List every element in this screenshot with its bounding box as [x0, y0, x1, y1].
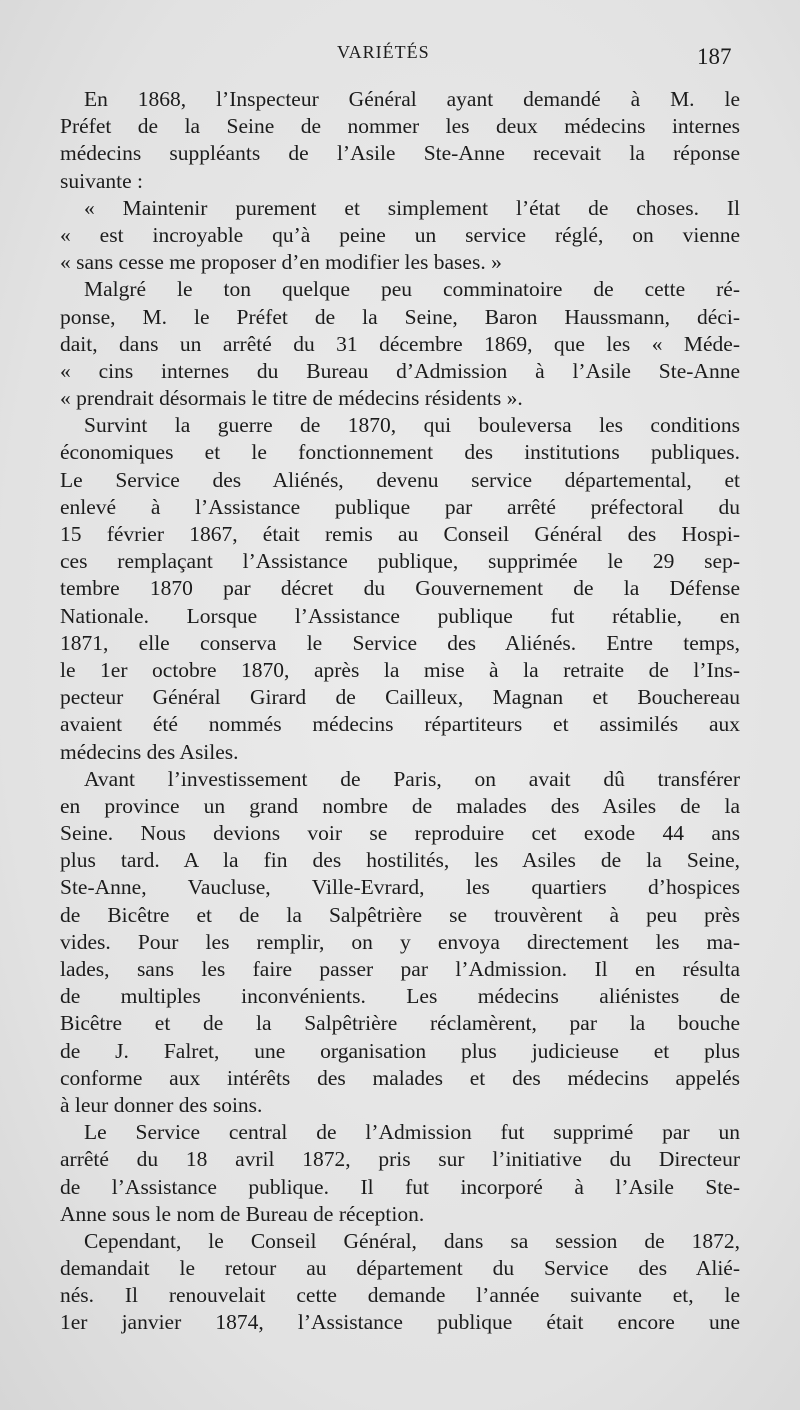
text-line: « sans cesse me proposer d’en modifier les bases. » — [60, 250, 502, 275]
text-line: enlevé à l’Assistance publique par arrêté préfectoral du — [60, 494, 740, 519]
text-line: en province un grand nombre de malades des Asiles de la — [60, 793, 740, 818]
text-line: Anne sous le nom de Bureau de réception. — [60, 1201, 425, 1226]
text-line: plus tard. A la fin des hostilités, les Asiles de la Seine, — [60, 848, 740, 873]
text-line: vides. Pour les remplir, on y envoya directement les ma- — [60, 929, 740, 954]
text-line: 1871, elle conserva le Service des Aliénés. Entre temps, — [60, 630, 740, 655]
text-line: 1er janvier 1874, l’Assistance publique était encore une — [60, 1310, 740, 1335]
text-line: Préfet de la Seine de nommer les deux médecins internes — [60, 114, 740, 139]
text-line: demandait le retour au département du Service des Alié- — [60, 1256, 740, 1281]
text-line: médecins suppléants de l’Asile Ste-Anne recevait la réponse — [60, 141, 740, 166]
text-line: économiques et le fonctionnement des institutions publiques. — [60, 440, 740, 465]
text-line: pecteur Général Girard de Cailleux, Magnan et Bouchereau — [60, 685, 740, 710]
text-line: de l’Assistance publique. Il fut incorporé à l’Asile Ste- — [60, 1174, 740, 1199]
text-line: lades, sans les faire passer par l’Admission. Il en résulta — [60, 957, 740, 981]
section-title: VARIÉTÉS — [337, 42, 430, 62]
text-line: suivante : — [60, 168, 143, 193]
text-line: « prendrait désormais le titre de médecins résidents ». — [60, 386, 523, 411]
text-line: 15 février 1867, était remis au Conseil Général des Hospi- — [60, 522, 740, 546]
page-number: 187 — [697, 44, 732, 69]
text-line: Le Service des Aliénés, devenu service départemental, et — [60, 467, 740, 492]
text-line: « est incroyable qu’à peine un service réglé, on vienne — [60, 222, 740, 247]
running-head — [0, 38, 800, 78]
text-line: En 1868, l’Inspecteur Général ayant demandé à M. le — [84, 87, 740, 111]
text-line: Nationale. Lorsque l’Assistance publique fut rétablie, en — [60, 603, 740, 628]
text-line: « Maintenir purement et simplement l’état de choses. Il — [84, 195, 740, 220]
text-line: avaient été nommés médecins répartiteurs et assimilés aux — [60, 712, 740, 737]
text-line: médecins des Asiles. — [60, 739, 239, 764]
text-line: dait, dans un arrêté du 31 décembre 1869, que les « Méde- — [60, 331, 740, 356]
text-line: de J. Falret, une organisation plus judicieuse et plus — [60, 1038, 740, 1063]
text-line: nés. Il renouvelait cette demande l’année suivante et, le — [60, 1283, 740, 1308]
text-line: Survint la guerre de 1870, qui bouleversa les conditions — [84, 413, 740, 438]
text-line: arrêté du 18 avril 1872, pris sur l’initiative du Directeur — [60, 1147, 740, 1172]
body-text — [60, 86, 740, 1337]
text-line: Le Service central de l’Admission fut supprimé par un — [84, 1120, 740, 1145]
text-line: de multiples inconvénients. Les médecins aliénistes de — [60, 984, 740, 1009]
text-line: tembre 1870 par décret du Gouvernement de la Défense — [60, 576, 740, 601]
text-line: de Bicêtre et de la Salpêtrière se trouvèrent à peu près — [60, 902, 740, 927]
text-line: conforme aux intérêts des malades et des médecins appelés — [60, 1065, 740, 1090]
text-line: Bicêtre et de la Salpêtrière réclamèrent, par la bouche — [60, 1011, 740, 1036]
text-line: ponse, M. le Préfet de la Seine, Baron Haussmann, déci- — [60, 304, 740, 329]
text-line: Malgré le ton quelque peu comminatoire de cette ré- — [84, 277, 740, 302]
text-line: le 1er octobre 1870, après la mise à la retraite de l’Ins- — [60, 657, 740, 682]
text-line: Seine. Nous devions voir se reproduire cet exode 44 ans — [60, 821, 740, 846]
text-line: ces remplaçant l’Assistance publique, supprimée le 29 sep- — [60, 549, 740, 574]
text-line: « cins internes du Bureau d’Admission à l’Asile Ste-Anne — [60, 358, 740, 383]
text-line: Cependant, le Conseil Général, dans sa session de 1872, — [84, 1228, 740, 1253]
text-line: Avant l’investissement de Paris, on avait dû transférer — [84, 766, 740, 791]
text-line: Ste-Anne, Vaucluse, Ville-Evrard, les quartiers d’hospices — [60, 875, 740, 900]
text-line: à leur donner des soins. — [60, 1092, 263, 1117]
